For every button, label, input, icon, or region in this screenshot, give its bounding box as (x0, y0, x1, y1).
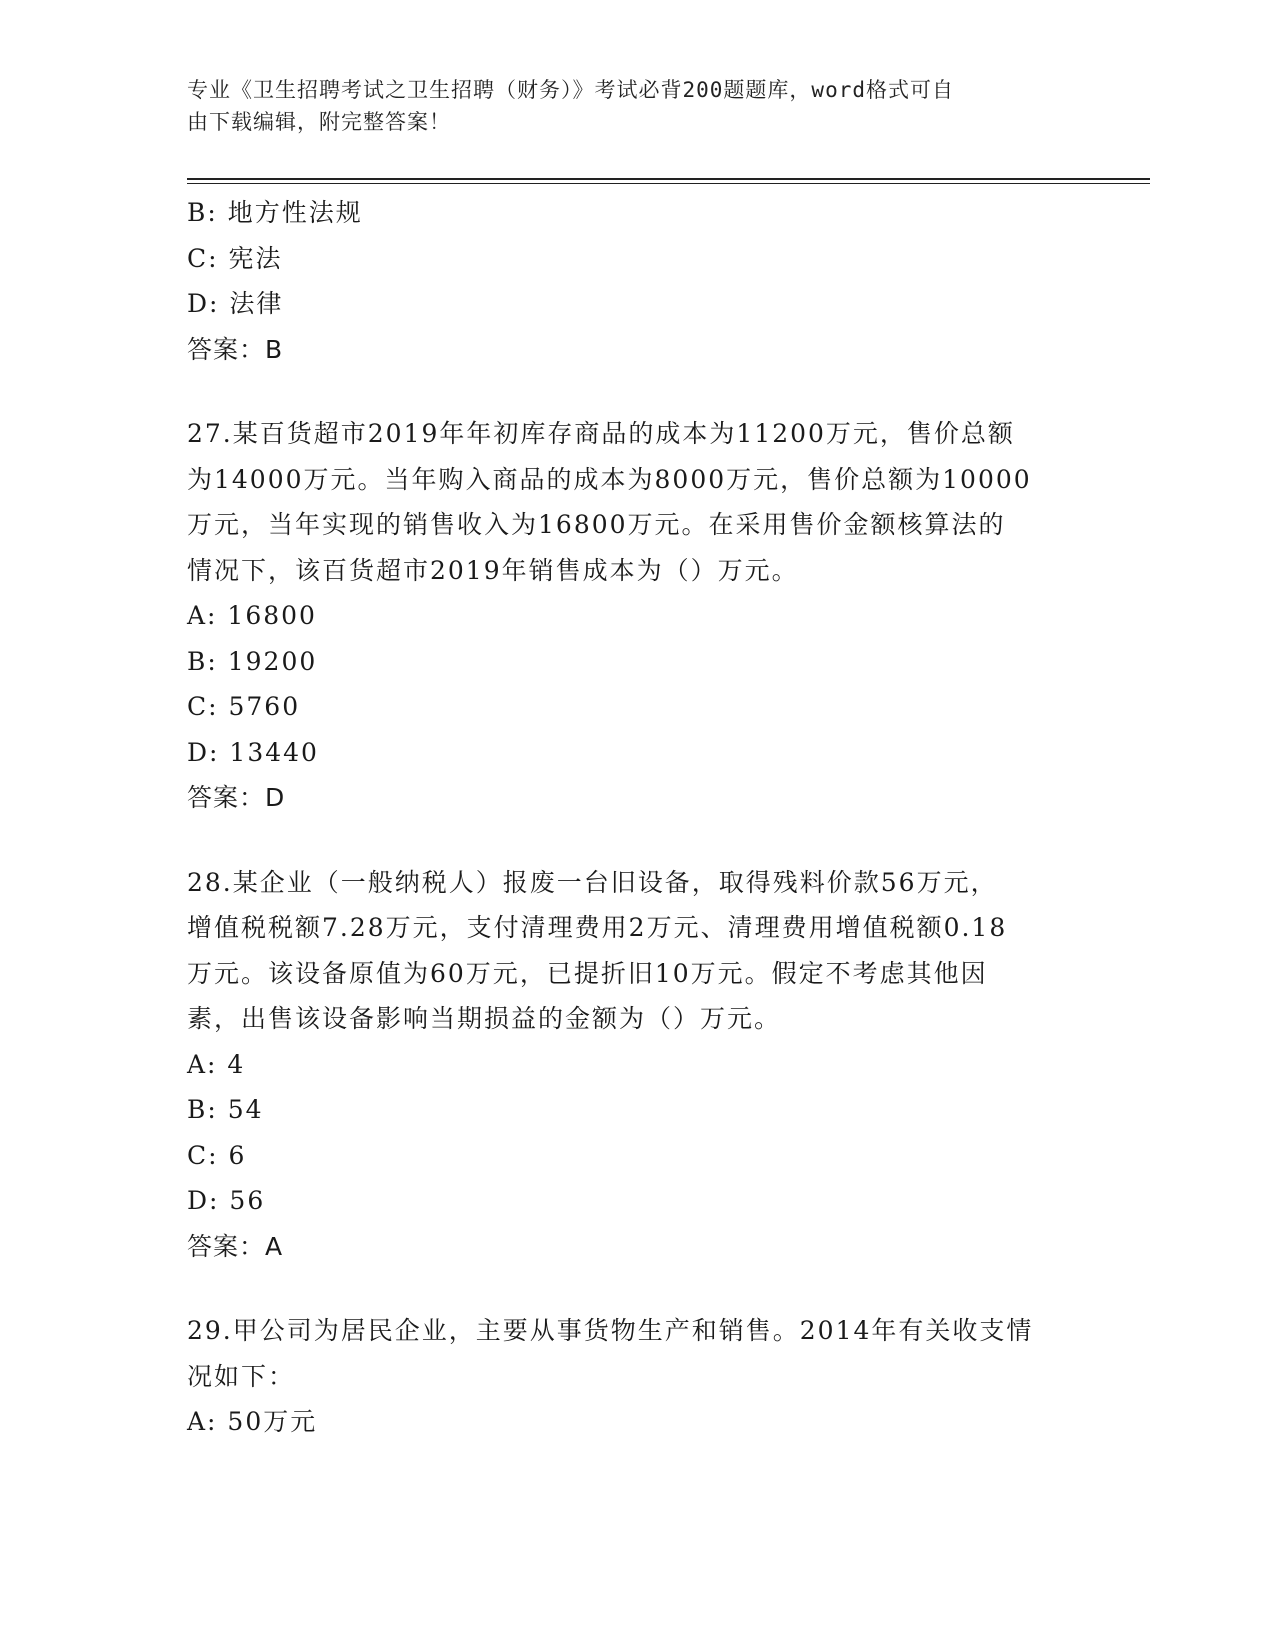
question-text-line: 情况下，该百货超市2019年销售成本为（）万元。 (187, 555, 799, 585)
option-c: C: 宪法 (187, 243, 283, 273)
option-b: B: 19200 (187, 646, 318, 676)
header-rule-thin (187, 183, 1150, 184)
option-d: D: 56 (187, 1186, 266, 1215)
header-line-2: 由下载编辑，附完整答案！ (187, 110, 451, 134)
option-a: A: 4 (187, 1049, 246, 1079)
question-text-line: 为14000万元。当年购入商品的成本为8000万元，售价总额为10000 (187, 464, 1032, 494)
question-text-line: 29.甲公司为居民企业，主要从事货物生产和销售。2014年有关收支情 (187, 1316, 1034, 1345)
answer: 答案：B (187, 334, 284, 364)
option-c: C: 6 (187, 1140, 247, 1170)
option-c: C: 5760 (187, 692, 301, 721)
question-text-line: 增值税税额7.28万元，支付清理费用2万元、清理费用增值税额0.18 (187, 913, 1008, 942)
option-a: A: 50万元 (187, 1407, 318, 1436)
document-header (187, 74, 1067, 138)
header-line-1: 专业《卫生招聘考试之卫生招聘（财务）》考试必背200题题库，word格式可自 (187, 78, 954, 102)
question-27 (187, 411, 1087, 821)
answer: 答案：D (187, 783, 286, 812)
option-d: D: 法律 (187, 289, 284, 318)
question-28 (187, 860, 1087, 1270)
question-text-line: 27.某百货超市2019年年初库存商品的成本为11200万元，售价总额 (187, 419, 1015, 448)
question-29 (187, 1308, 1087, 1445)
option-b: B: 地方性法规 (187, 198, 363, 227)
question-content (187, 190, 1087, 1445)
question-text-line: 28.某企业（一般纳税人）报废一台旧设备，取得残料价款56万元， (187, 867, 998, 897)
question-text-line: 素，出售该设备影响当期损益的金额为（）万元。 (187, 1004, 782, 1033)
answer: 答案：A (187, 1231, 284, 1261)
option-d: D: 13440 (187, 737, 319, 767)
question-text-line: 况如下： (187, 1361, 296, 1391)
option-b: B: 54 (187, 1095, 264, 1124)
option-a: A: 16800 (187, 601, 317, 630)
question-26 (187, 190, 1087, 372)
question-text-line: 万元，当年实现的销售收入为16800万元。在采用售价金额核算法的 (187, 510, 1006, 539)
header-rule-thick (187, 178, 1150, 180)
question-text-line: 万元。该设备原值为60万元，已提折旧10万元。假定不考虑其他因 (187, 958, 988, 988)
